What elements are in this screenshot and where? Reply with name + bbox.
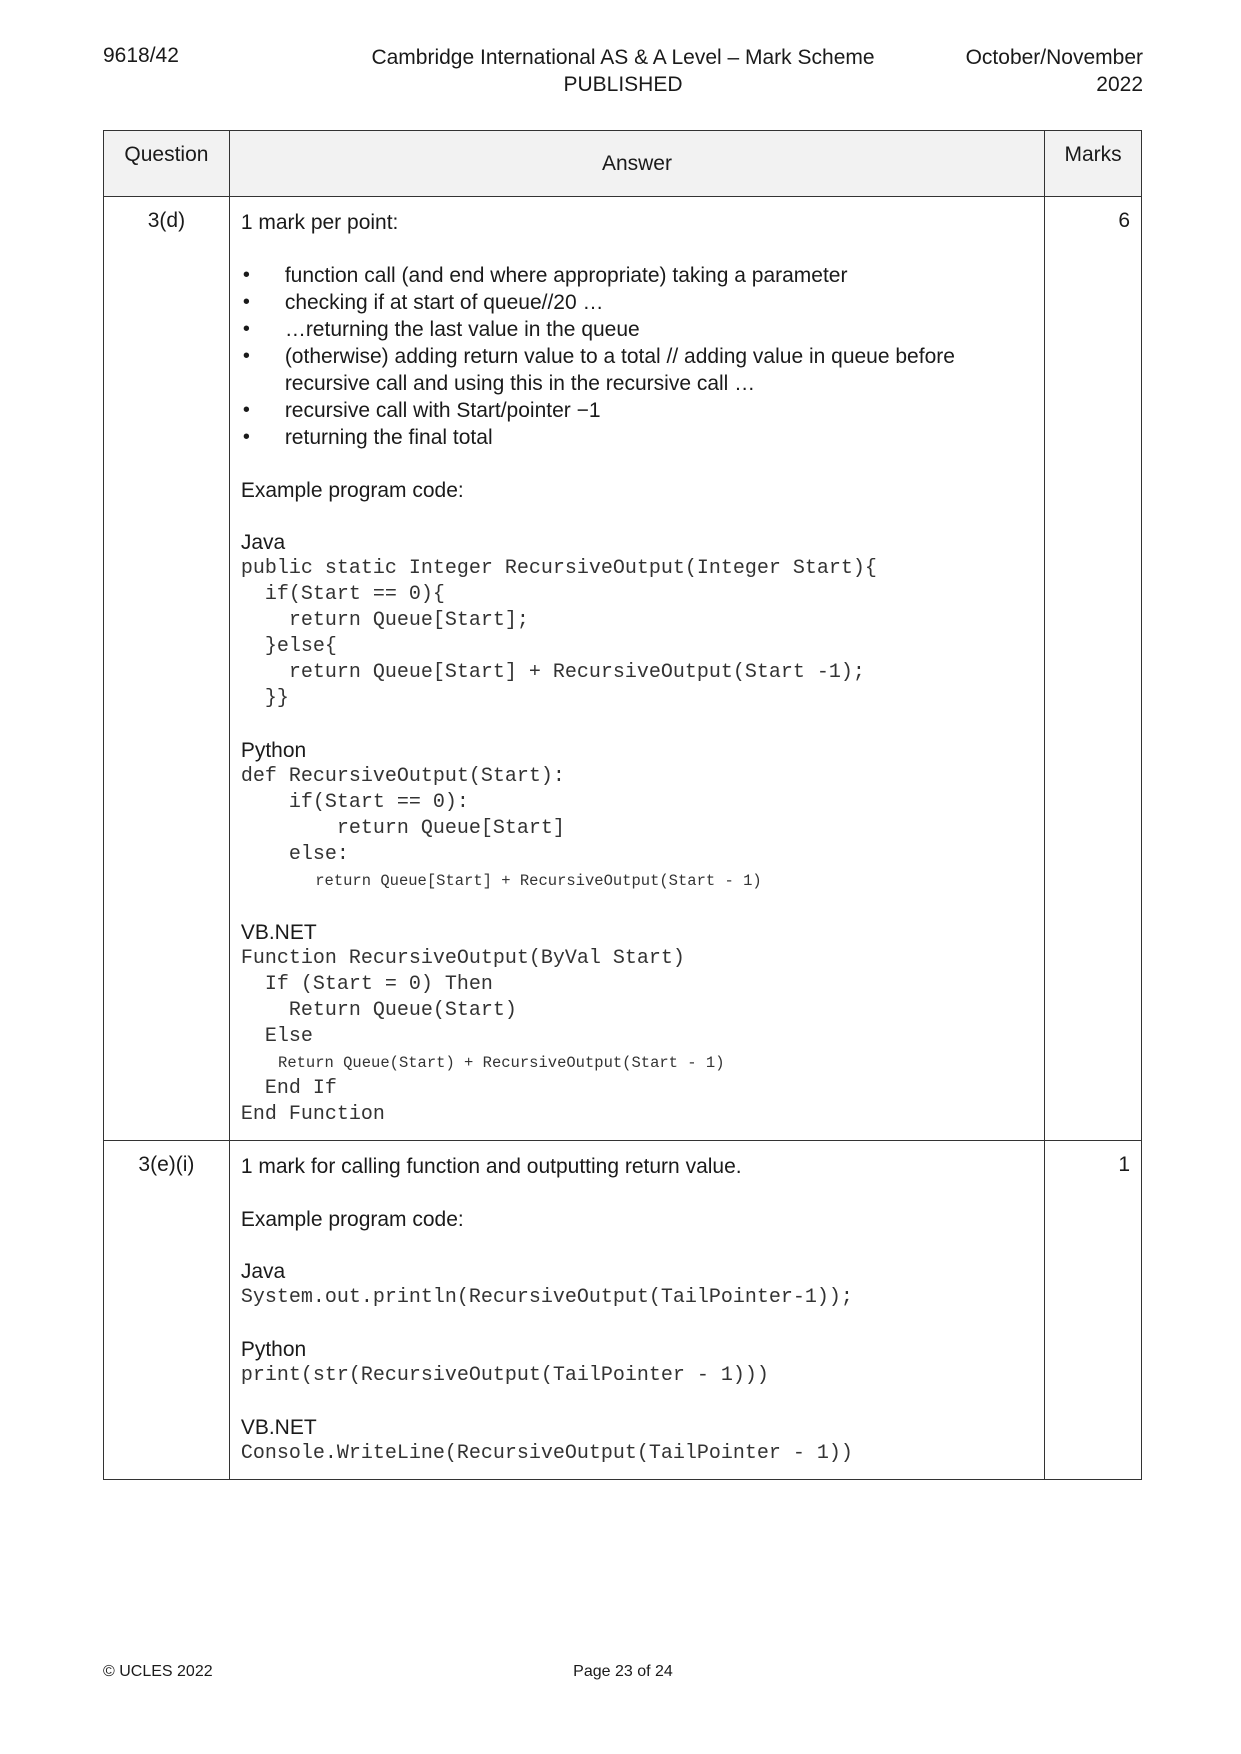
language-label: Java [240, 531, 286, 554]
code-listing [241, 1285, 1034, 1311]
code-line: public static Integer RecursiveOutput(Integer Start){ [240, 557, 877, 580]
question-column-header: Question [104, 131, 230, 197]
code-block-python [241, 738, 1034, 894]
code-listing [241, 764, 1034, 894]
session-line-1: October/November [965, 46, 1143, 69]
language-label: VB.NET [240, 921, 317, 944]
page-number: Page 23 of 24 [573, 1663, 673, 1680]
answer-cell [229, 1141, 1044, 1480]
example-label: Example program code: [240, 1208, 464, 1231]
code-listing [241, 556, 1034, 712]
code-block-vbnet [241, 920, 1034, 1128]
marks-value: 1 [1045, 1141, 1142, 1480]
code-line: Function RecursiveOutput(ByVal Start) [240, 947, 685, 970]
code-line: If (Start = 0) Then [240, 973, 493, 996]
question-number: 3(e)(i) [104, 1141, 230, 1480]
title-line-2: PUBLISHED [563, 73, 683, 96]
code-line: return Queue[Start] + RecursiveOutput(Start - 1) [240, 872, 762, 890]
code-line: End Function [240, 1103, 385, 1126]
answer-cell [229, 197, 1044, 1141]
copyright-notice: © UCLES 2022 [103, 1663, 213, 1680]
mark-intro: 1 mark for calling function and outputting return value. [240, 1155, 742, 1178]
mark-scheme-table [103, 130, 1142, 1480]
list-item: • function call (and end where appropriate) taking a parameter [241, 262, 1034, 289]
code-line: return Queue[Start] + RecursiveOutput(Start -1); [240, 661, 865, 684]
code-line: else: [240, 843, 349, 866]
code-line: print(str(RecursiveOutput(TailPointer - 1))) [240, 1364, 769, 1387]
code-line: Return Queue(Start) [240, 999, 517, 1022]
example-label: Example program code: [240, 479, 464, 502]
list-item: • returning the final total [241, 424, 1034, 451]
answer-column-header: Answer [229, 131, 1044, 197]
code-listing [241, 1363, 1034, 1389]
question-number: 3(d) [104, 197, 230, 1141]
code-line: System.out.println(RecursiveOutput(TailPointer-1)); [240, 1286, 853, 1309]
language-label: Python [240, 1338, 307, 1361]
list-item: • recursive call with Start/pointer −1 [241, 397, 1034, 424]
code-line: }else{ [240, 635, 337, 658]
marks-column-header: Marks [1045, 131, 1142, 197]
code-line: if(Start == 0): [240, 791, 469, 814]
code-block-vbnet [241, 1415, 1034, 1467]
page-header [103, 42, 1143, 102]
code-line: Console.WriteLine(RecursiveOutput(TailPointer - 1)) [240, 1442, 853, 1465]
table-header-row [104, 131, 1142, 197]
code-block-python [241, 1337, 1034, 1389]
exam-session [966, 44, 1143, 98]
code-line: def RecursiveOutput(Start): [240, 765, 565, 788]
language-label: Java [240, 1260, 286, 1283]
paper-code: 9618/42 [103, 44, 179, 67]
code-line: }} [240, 687, 289, 710]
list-item: • …returning the last value in the queue [241, 316, 1034, 343]
session-line-2: 2022 [1096, 73, 1143, 96]
mark-intro: 1 mark per point: [240, 211, 399, 234]
code-line: return Queue[Start] [240, 817, 565, 840]
code-block-java [241, 530, 1034, 712]
marks-value: 6 [1045, 197, 1142, 1141]
table-row [104, 197, 1142, 1141]
mark-points-list [241, 262, 1034, 451]
code-line: return Queue[Start]; [240, 609, 529, 632]
language-label: VB.NET [240, 1416, 317, 1439]
code-line: Else [240, 1025, 313, 1048]
list-item: • checking if at start of queue//20 … [241, 289, 1034, 316]
code-listing [241, 1441, 1034, 1467]
code-line: Return Queue(Start) + RecursiveOutput(Start - 1) [240, 1054, 725, 1072]
language-label: Python [240, 739, 307, 762]
code-block-java [241, 1259, 1034, 1311]
table-row [104, 1141, 1142, 1480]
title-line-1: Cambridge International AS & A Level – Mark Scheme [371, 46, 875, 69]
code-listing [241, 946, 1034, 1128]
list-item: • (otherwise) adding return value to a total // adding value in queue before recursive call and using this in the recursive call … [241, 343, 1034, 397]
code-line: End If [240, 1077, 337, 1100]
code-line: if(Start == 0){ [240, 583, 445, 606]
